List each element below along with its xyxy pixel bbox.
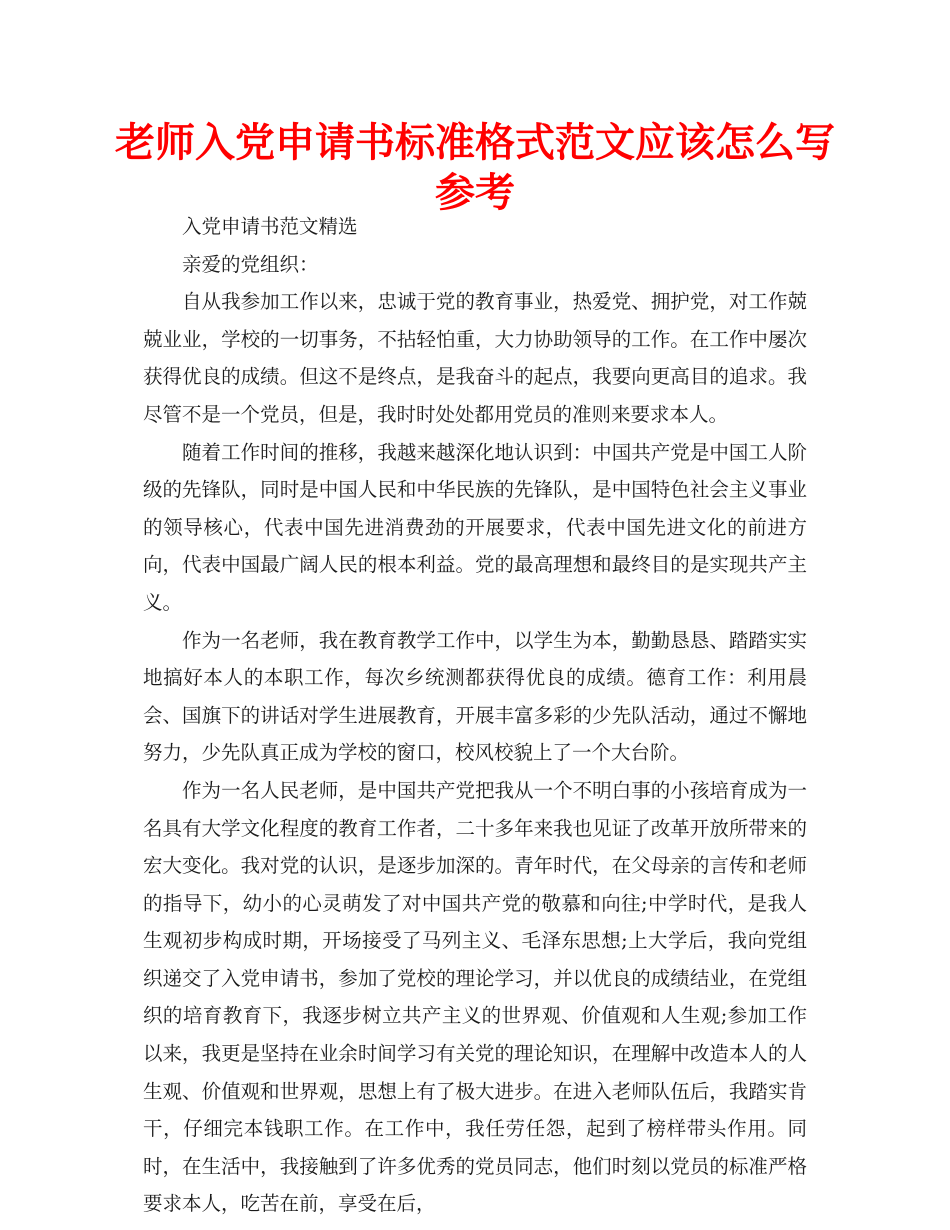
paragraph-body-1: 自从我参加工作以来，忠诚于党的教育事业，热爱党、拥护党，对工作兢兢业业，学校的一切事务，不拈轻怕重，大力协助领导的工作。在工作中屡次获得优良的成绩。但这不是终点，是我奋斗的起点，我要向更高目的追求。我尽管不是一个党员，但是，我时时处处都用党员的准则来要求本人。 — [143, 290, 807, 426]
paragraph-body-3: 作为一名老师，我在教育教学工作中，以学生为本，勤勤恳恳、踏踏实实地搞好本人的本职工作，每次乡统测都获得优良的成绩。德育工作：利用晨会、国旗下的讲话对学生进展教育，开展丰富多彩的少先队活动，通过不懈地努力，少先队真正成为学校的窗口，校风校貌上了一个大台阶。 — [143, 628, 807, 765]
paragraph-body-4: 作为一名人民老师，是中国共产党把我从一个不明白事的小孩培育成为一名具有大学文化程度的教育工作者，二十多年来我也见证了改革开放所带来的宏大变化。我对党的认识，是逐步加深的。青年时代，在父母亲的言传和老师的指导下，幼小的心灵萌发了对中国共产党的敬慕和向往;中学时代，是我人生观初步构成时期，开场接受了马列主义、毛泽东思想;上大学后，我向党组织递交了入党申请书，参加了党校的理论学习，并以优良的成绩结业，在党组织的培育教育下，我逐步树立共产主义的世界观、价值观和人生观;参加工作以来，我更是坚持在业余时间学习有关党的理论知识，在理解中改造本人的人生观、价值观和世界观，思想上有了极大进步。在进入老师队伍后，我踏实肯干，仔细完本钱职工作。在工作中，我任劳任怨，起到了榜样带头作用。同时，在生活中，我接触到了许多优秀的党员同志，他们时刻以党员的标准严格要求本人，吃苦在前，享受在后， — [143, 778, 807, 1216]
paragraph-subtitle: 入党申请书范文精选 — [182, 215, 358, 238]
document-body — [143, 208, 807, 1223]
paragraph-salutation: 亲爱的党组织： — [182, 252, 319, 276]
paragraph-body-2: 随着工作时间的推移，我越来越深化地认识到：中国共产党是中国工人阶级的先锋队，同时是中国人民和中华民族的先锋队，是中国特色社会主义事业的领导核心，代表中国先进消费劲的开展要求，代表中国先进文化的前进方向，代表中国最广阔人民的根本利益。党的最高理想和最终目的是实现共产主义。 — [143, 440, 807, 614]
document-title: 老师入党申请书标准格式范文应该怎么写参考 — [115, 120, 835, 216]
